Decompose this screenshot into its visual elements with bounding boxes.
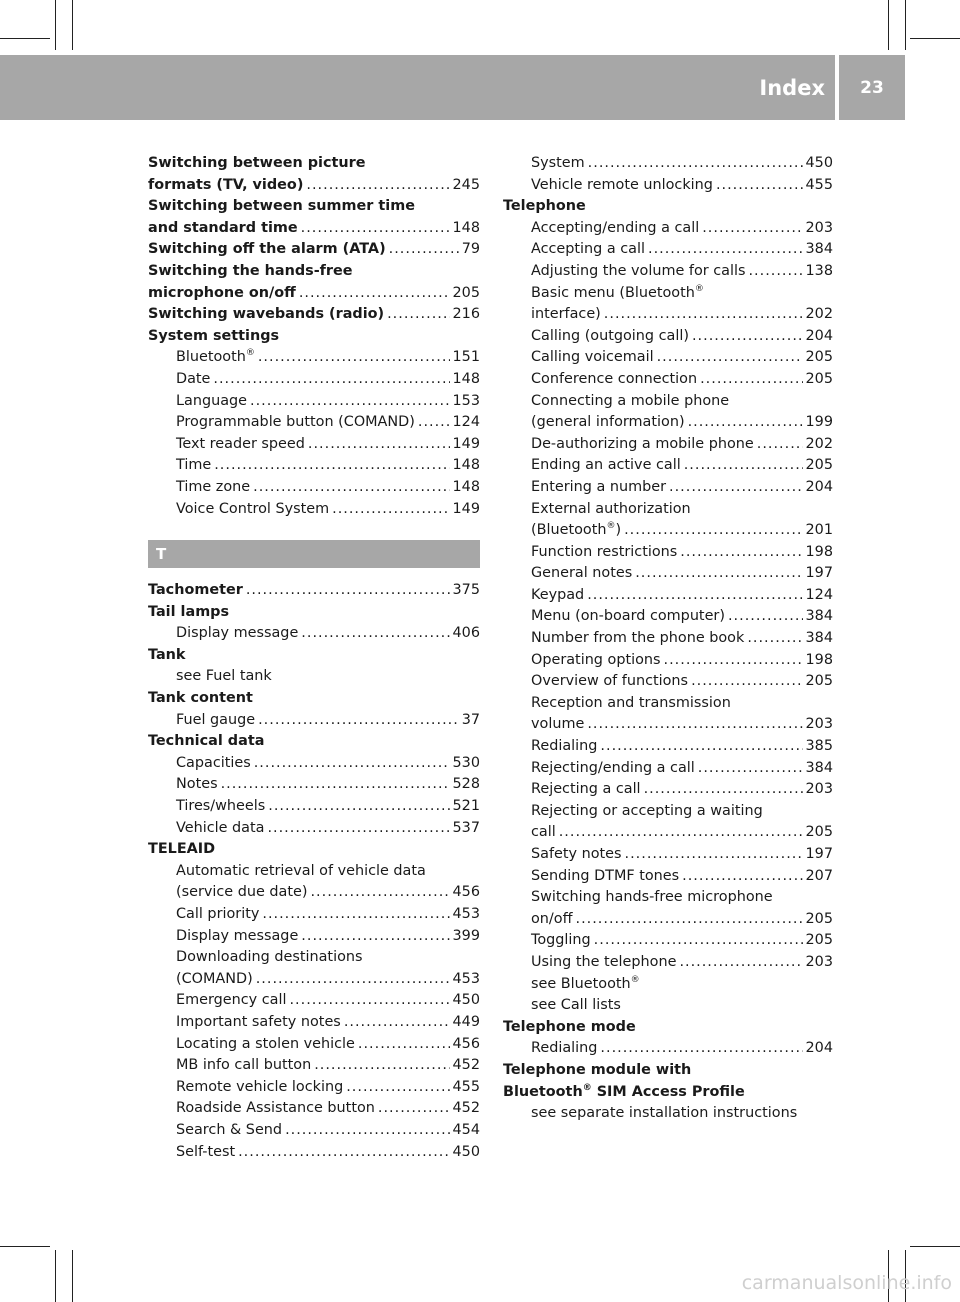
leader-dots [378,1098,450,1120]
entry-label: Redialing [531,738,598,755]
index-entry [148,969,480,991]
index-entry [503,628,833,650]
entry-page-number: 456 [452,1035,480,1052]
entry-label: Entering a number [531,478,667,495]
entry-page-number: 528 [452,776,480,793]
entry-page-number: 198 [805,543,833,560]
entry-label: Programmable button (COMAND) [176,414,415,431]
entry-page-number: 198 [805,651,833,668]
index-subentry-text: see Call lists [531,997,621,1014]
entry-label: Calling (outgoing call) [531,327,689,344]
crop-mark [0,38,50,39]
entry-label: MB info call button [176,1057,312,1074]
index-entry [148,304,480,326]
leader-dots [301,623,449,645]
index-heading: Tail lamps [148,603,230,620]
leader-dots [314,1055,449,1077]
index-entry [503,520,833,542]
leader-dots [669,477,803,499]
entry-label: Capacities [176,754,251,771]
entry-page-number: 148 [452,478,480,495]
index-entry [148,774,480,796]
entry-label: Important safety notes [176,1013,341,1030]
index-entry [503,606,833,628]
index-entry [503,175,833,197]
index-entry [148,753,480,775]
crop-mark [55,0,56,50]
index-heading: Telephone module with [503,1061,692,1078]
leader-dots [285,1120,449,1142]
entry-label: Text reader speed [176,435,305,452]
entry-page-number: 205 [805,370,833,387]
entry-page-number: 199 [805,414,833,431]
entry-page-number: 453 [452,906,480,922]
leader-dots [702,218,802,240]
entry-label: Safety notes [531,846,622,862]
leader-dots [559,822,803,844]
entry-page-number: 149 [452,435,480,452]
leader-dots [253,477,449,499]
entry-label: Calling voicemail [531,349,654,366]
entry-label: Conference connection [531,370,698,387]
entry-label: Using the telephone [531,953,677,970]
entry-page-number: 216 [452,306,480,323]
entry-label: (service due date) [176,884,308,901]
index-entry [503,844,833,866]
entry-label: General notes [531,565,633,582]
leader-dots [657,347,803,369]
entry-page-number: 207 [805,867,833,884]
entry-label: Bluetooth® [176,348,255,366]
index-entry [148,623,480,645]
entry-label: Overview of functions [531,673,689,690]
leader-dots [587,585,802,607]
leader-dots [254,753,450,775]
leader-dots [346,1077,449,1099]
leader-dots [700,369,802,391]
entry-page-number: 205 [805,910,833,927]
index-entry [148,1012,480,1034]
entry-page-number: 124 [805,586,833,603]
entry-page-number: 79 [461,241,480,258]
entry-label: call [531,824,556,841]
entry-page-number: 197 [805,846,833,862]
leader-dots [624,520,802,542]
leader-dots [258,710,459,732]
leader-dots [698,758,803,780]
index-entry [503,930,833,952]
entry-page-number: 245 [452,176,480,193]
entry-page-number: 375 [452,582,480,599]
index-entry [503,455,833,477]
entry-label: Locating a stolen vehicle [176,1035,355,1052]
index-entry [503,822,833,844]
leader-dots [691,671,802,693]
entry-page-number: 203 [805,953,833,970]
entry-label: Switching off the alarm (ATA) [148,241,386,258]
crop-mark [72,0,73,50]
entry-label: Switching wavebands (radio) [148,306,385,323]
leader-dots [604,304,803,326]
leader-dots [332,499,449,521]
index-heading: Technical data [148,733,265,750]
index-entry [148,218,480,240]
leader-dots [600,1038,802,1060]
entry-page-number: 455 [805,176,833,193]
entry-page-number: 452 [452,1100,480,1117]
index-heading: Tank content [148,690,253,707]
entry-page-number: 205 [452,284,480,301]
leader-dots [594,930,803,952]
leader-dots [682,866,802,888]
leader-dots [250,391,450,413]
leader-dots [680,542,802,564]
entry-label: Fuel gauge [176,711,256,728]
leader-dots [344,1012,450,1034]
entry-label: Vehicle data [176,819,265,836]
entry-label: formats (TV, video) [148,176,304,193]
entry-page-number: 197 [805,565,833,582]
entry-page-number: 384 [805,630,833,647]
index-entry [148,347,480,369]
entry-page-number: 205 [805,932,833,949]
index-subentry-text: Switching hands-free microphone [531,889,773,906]
entry-page-number: 450 [805,155,833,171]
entry-page-number: 453 [452,970,480,987]
entry-label: volume [531,716,585,733]
entry-page-number: 203 [805,219,833,236]
leader-dots [221,774,450,796]
index-entry [148,412,480,434]
index-entry [503,218,833,240]
entry-page-number: 455 [452,1078,480,1095]
leader-dots [588,153,803,175]
entry-label: Time [176,457,212,474]
leader-dots [648,239,803,261]
index-heading: Telephone mode [503,1018,636,1035]
leader-dots [635,563,802,585]
index-subentry-text: Connecting a mobile phone [531,392,730,409]
index-entry [503,477,833,499]
index-entry [503,347,833,369]
entry-label: Display message [176,927,299,944]
index-entry [148,926,480,948]
index-entry [148,796,480,818]
entry-label: Toggling [531,932,591,949]
entry-page-number: 203 [805,781,833,798]
entry-page-number: 204 [805,478,833,495]
index-heading: Telephone [503,198,586,215]
entry-label: Rejecting a call [531,781,641,798]
index-entry [148,455,480,477]
entry-page-number: 202 [805,306,833,323]
entry-page-number: 450 [452,1143,480,1160]
entry-label: Voice Control System [176,500,330,517]
entry-page-number: 384 [805,608,833,625]
index-entry [503,326,833,348]
entry-page-number: 204 [805,327,833,344]
index-entry [148,391,480,413]
entry-page-number: 149 [452,500,480,517]
entry-label: Rejecting/ending a call [531,759,695,776]
index-heading: TELEAID [148,841,216,858]
index-entry [503,434,833,456]
leader-dots [268,796,449,818]
index-entry [503,671,833,693]
index-entry [148,710,480,732]
leader-dots [299,283,450,305]
index-entry [148,477,480,499]
index-entry [503,779,833,801]
leader-dots [289,990,449,1012]
index-heading: Switching between picture [148,155,366,171]
leader-dots [262,904,449,926]
entry-label: Call priority [176,906,260,922]
entry-label: Display message [176,625,299,642]
entry-page-number: 204 [805,1040,833,1057]
leader-dots [625,844,803,866]
index-entry [503,714,833,736]
index-column-right [503,153,833,1125]
leader-dots [256,969,450,991]
index-heading: Switching between summer time [148,198,415,215]
index-subentry-text: see Fuel tank [176,668,272,685]
entry-page-number: 452 [452,1057,480,1074]
index-subentry-text: External authorization [531,500,691,517]
entry-label: Time zone [176,478,251,495]
entry-page-number: 399 [452,927,480,944]
crop-mark [888,0,889,50]
index-entry [148,580,480,602]
entry-label: (COMAND) [176,970,253,987]
leader-dots [684,455,803,477]
entry-page-number: 124 [452,414,480,431]
index-heading: System settings [148,327,280,344]
entry-label: Search & Send [176,1121,283,1138]
entry-label: Date [176,370,211,387]
leader-dots [664,650,803,672]
entry-label: (general information) [531,414,685,431]
entry-page-number: 450 [452,992,480,1009]
index-entry [148,239,480,261]
entry-page-number: 530 [452,754,480,771]
leader-dots [213,369,449,391]
entry-label: Remote vehicle locking [176,1078,344,1095]
crop-mark [55,1250,56,1302]
index-entry [503,369,833,391]
index-entry [148,882,480,904]
leader-dots [587,714,802,736]
entry-page-number: 153 [452,392,480,409]
leader-dots [576,909,803,931]
index-entry [503,542,833,564]
entry-page-number: 449 [452,1013,480,1030]
index-entry [148,1098,480,1120]
entry-page-number: 148 [452,457,480,474]
index-subentry-text: Basic menu (Bluetooth® [531,283,704,301]
entry-label: Ending an active call [531,457,681,474]
entry-label: De-authorizing a mobile phone [531,435,754,452]
leader-dots [728,606,803,628]
index-entry [503,153,833,175]
leader-dots [301,218,450,240]
leader-dots [747,628,802,650]
leader-dots [600,736,802,758]
index-subentry-text: Downloading destinations [176,949,363,966]
entry-page-number: 521 [452,798,480,815]
entry-label: Menu (on-board computer) [531,608,725,625]
index-column-left [148,153,480,1163]
entry-page-number: 537 [452,819,480,836]
index-entry [503,1038,833,1060]
entry-label: Notes [176,776,218,793]
entry-label: (Bluetooth®) [531,521,622,539]
crop-mark [905,0,906,50]
leader-dots [748,261,802,283]
index-subentry-text: Rejecting or accepting a waiting [531,802,763,819]
crop-mark [910,1246,960,1247]
entry-page-number: 384 [805,759,833,776]
index-entry [148,904,480,926]
index-subentry-text: see Bluetooth® [531,974,640,992]
entry-label: microphone on/off [148,284,296,301]
leader-dots [310,882,449,904]
leader-dots [238,1142,449,1164]
index-subentry-text: Automatic retrieval of vehicle data [176,862,426,879]
entry-label: Tachometer [148,582,243,599]
index-entry [148,434,480,456]
index-entry [503,563,833,585]
leader-dots [306,175,449,197]
index-subentry-text: Reception and transmission [531,694,731,711]
entry-page-number: 384 [805,241,833,258]
index-entry [148,175,480,197]
leader-dots [267,818,449,840]
index-entry [503,304,833,326]
entry-page-number: 151 [452,349,480,366]
leader-dots [679,952,802,974]
leader-dots [418,412,450,434]
entry-label: interface) [531,306,601,323]
index-entry [148,1077,480,1099]
entry-label: Sending DTMF tones [531,867,680,884]
page-title: Index [759,75,825,100]
entry-page-number: 138 [805,262,833,279]
leader-dots [387,304,449,326]
entry-label: Number from the phone book [531,630,745,647]
crop-mark [72,1250,73,1302]
index-entry [148,1055,480,1077]
watermark: carmanualsonline.info [741,1272,952,1294]
index-entry [148,1034,480,1056]
index-entry [503,650,833,672]
entry-page-number: 37 [461,711,480,728]
entry-page-number: 454 [452,1121,480,1138]
entry-label: Keypad [531,586,585,603]
entry-page-number: 148 [452,370,480,387]
leader-dots [258,347,450,369]
entry-label: Self-test [176,1143,236,1160]
index-subentry-text: see separate installation instructions [531,1105,798,1122]
index-entry [148,499,480,521]
entry-page-number: 205 [805,457,833,474]
entry-page-number: 205 [805,673,833,690]
index-entry [148,1142,480,1164]
leader-dots [644,779,803,801]
section-letter-band: T [148,540,480,568]
index-entry [503,758,833,780]
entry-label: System [531,155,585,171]
entry-label: and standard time [148,219,298,236]
leader-dots [716,175,803,197]
index-heading: Tank [148,646,186,663]
entry-page-number: 202 [805,435,833,452]
leader-dots [757,434,803,456]
index-entry [503,585,833,607]
index-entry [148,283,480,305]
entry-label: Accepting/ending a call [531,219,700,236]
entry-label: Language [176,392,248,409]
index-heading: Bluetooth® SIM Access Profile [503,1082,745,1100]
entry-page-number: 203 [805,716,833,733]
entry-page-number: 406 [452,625,480,642]
index-entry [503,736,833,758]
entry-label: Adjusting the volume for calls [531,262,746,279]
index-entry [503,866,833,888]
entry-label: Function restrictions [531,543,678,560]
entry-label: Tires/wheels [176,798,266,815]
entry-page-number: 201 [805,522,833,539]
leader-dots [688,412,803,434]
entry-page-number: 205 [805,349,833,366]
index-entry [503,261,833,283]
leader-dots [214,455,449,477]
index-entry [503,909,833,931]
leader-dots [389,239,459,261]
entry-page-number: 456 [452,884,480,901]
entry-page-number: 385 [805,738,833,755]
leader-dots [358,1034,450,1056]
index-entry [148,990,480,1012]
entry-label: Operating options [531,651,661,668]
index-entry [148,1120,480,1142]
entry-label: Vehicle remote unlocking [531,176,713,193]
crop-mark [0,1246,50,1247]
leader-dots [246,580,450,602]
crop-mark [910,38,960,39]
entry-label: Emergency call [176,992,287,1009]
index-entry [148,369,480,391]
leader-dots [308,434,450,456]
entry-label: Accepting a call [531,241,645,258]
index-entry [503,952,833,974]
entry-label: Roadside Assistance button [176,1100,375,1117]
leader-dots [301,926,449,948]
index-entry [148,818,480,840]
page-number: 23 [860,77,884,98]
index-entry [503,239,833,261]
entry-page-number: 205 [805,824,833,841]
entry-label: Redialing [531,1040,598,1057]
index-entry [503,412,833,434]
index-heading: Switching the hands-free [148,262,353,279]
leader-dots [692,326,803,348]
entry-page-number: 148 [452,219,480,236]
entry-label: on/off [531,910,573,927]
page-header-bar [0,55,905,120]
